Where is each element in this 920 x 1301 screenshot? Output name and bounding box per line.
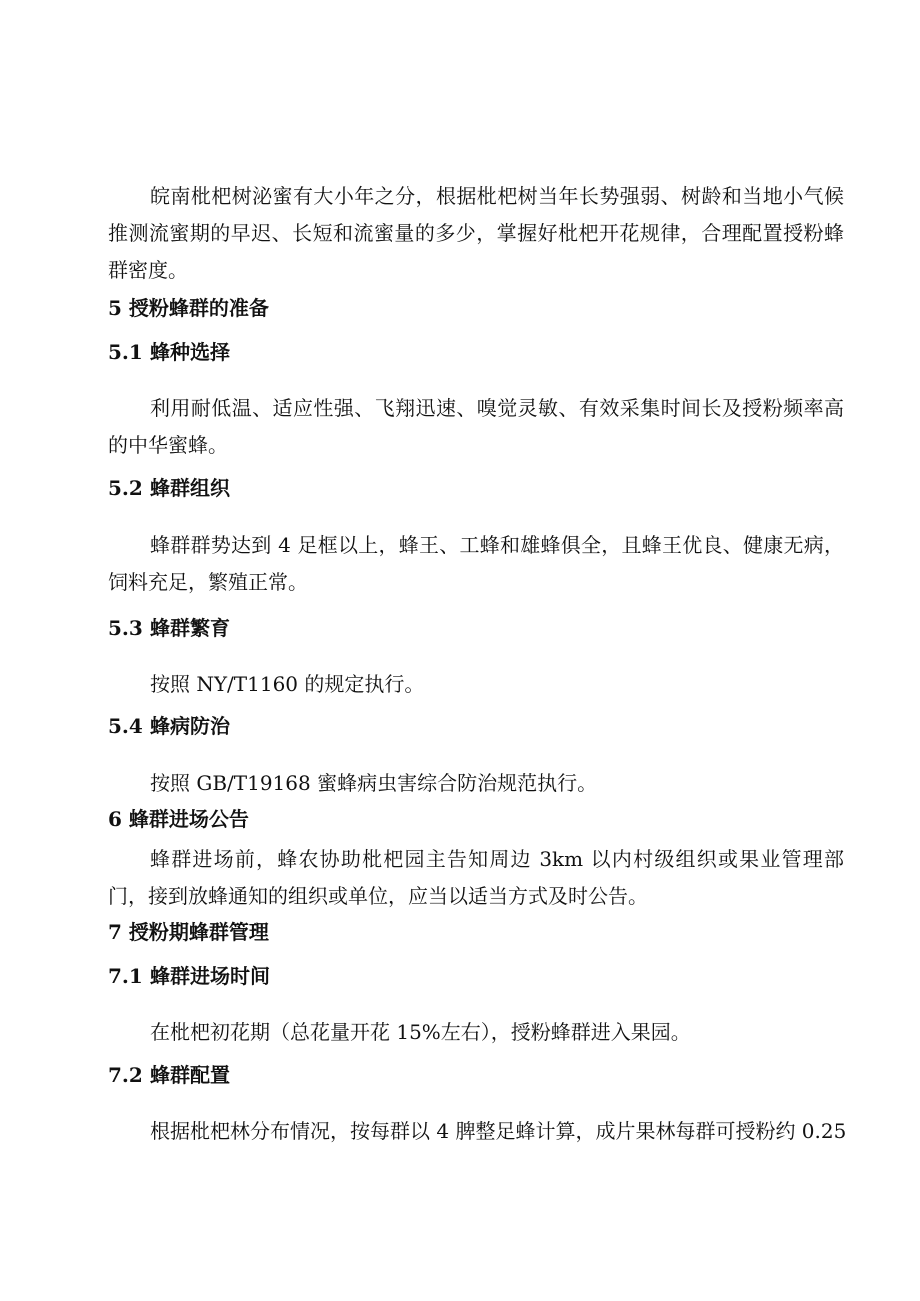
section-5-3-number: 5.3 (108, 616, 143, 640)
section-7-1-body: 在枇杷初花期（总花量开花 15%左右），授粉蜂群进入果园。 (150, 1020, 691, 1044)
section-7-heading: 7 授粉期蜂群管理 (108, 920, 269, 944)
section-7-1-title: 蜂群进场时间 (150, 964, 270, 988)
section-7-2-title: 蜂群配置 (150, 1063, 230, 1087)
section-5-4-title: 蜂病防治 (150, 714, 230, 738)
section-5-1-body: 利用耐低温、适应性强、飞翔迅速、嗅觉灵敏、有效采集时间长及授粉频率高的中华蜜蜂。 (108, 396, 844, 457)
section-5-3-title: 蜂群繁育 (150, 616, 230, 640)
section-5-3-body: 按照 NY/T1160 的规定执行。 (150, 672, 425, 696)
intro-paragraph: 皖南枇杷树泌蜜有大小年之分，根据枇杷树当年长势强弱、树龄和当地小气候推测流蜜期的早迟、长短和流蜜量的多少，掌握好枇杷开花规律，合理配置授粉蜂群密度。 (108, 184, 844, 282)
section-5-2-number: 5.2 (108, 476, 143, 500)
section-7-1-number: 7.1 (108, 964, 143, 988)
section-7-2-heading (108, 1061, 230, 1089)
section-5-heading: 5 授粉蜂群的准备 (108, 296, 269, 320)
section-5-3-heading (108, 614, 230, 642)
section-7-2-body: 根据枇杷林分布情况，按每群以 4 脾整足蜂计算，成片果林每群可授粉约 0.25 (150, 1119, 847, 1143)
section-7-1-heading (108, 962, 270, 990)
section-6-heading: 6 蜂群进场公告 (108, 807, 249, 831)
section-5-4-body: 按照 GB/T19168 蜜蜂病虫害综合防治规范执行。 (150, 771, 598, 795)
section-5-1-number: 5.1 (108, 340, 143, 364)
section-5-2-heading (108, 474, 230, 502)
section-5-2-title: 蜂群组织 (150, 476, 230, 500)
section-5-4-number: 5.4 (108, 714, 143, 738)
section-5-1-heading (108, 338, 230, 366)
section-6-body: 蜂群进场前，蜂农协助枇杷园主告知周边 3km 以内村级组织或果业管理部门，接到放蜂通知的组织或单位，应当以适当方式及时公告。 (108, 847, 844, 908)
section-7-2-number: 7.2 (108, 1063, 143, 1087)
section-5-1-title: 蜂种选择 (150, 340, 230, 364)
section-5-4-heading (108, 712, 230, 740)
section-5-2-body: 蜂群群势达到 4 足框以上，蜂王、工蜂和雄蜂俱全，且蜂王优良、健康无病，饲料充足，繁殖正常。 (108, 533, 844, 594)
